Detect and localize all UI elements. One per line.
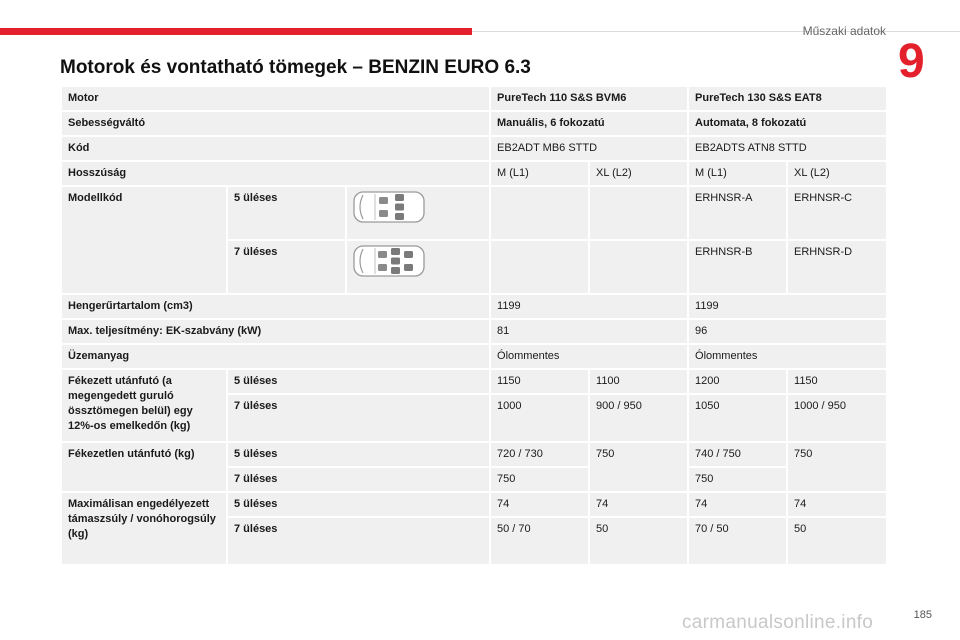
cell-value: 50 [787, 517, 887, 565]
cell-value: 50 / 70 [490, 517, 589, 565]
cell-value: 1100 [589, 369, 688, 394]
cell-value [589, 240, 688, 294]
cell-value: M (L1) [490, 161, 589, 186]
cell-value: 740 / 750 [688, 442, 787, 467]
page-number: 185 [913, 609, 932, 621]
cell-value: 750 [589, 442, 688, 492]
table-row-braked-5 [61, 369, 887, 394]
row-label: Kód [61, 136, 490, 161]
table-row-unbraked-5 [61, 442, 887, 467]
cell-value: EB2ADT MB6 STTD [490, 136, 688, 161]
cell-value: EB2ADTS ATN8 STTD [688, 136, 887, 161]
cell-value: Ólommentes [490, 344, 688, 369]
watermark-text: carmanualsonline.info [682, 612, 874, 633]
cell-value: 1200 [688, 369, 787, 394]
row-label: Fékezetlen utánfutó (kg) [61, 442, 227, 492]
cell-value: M (L1) [688, 161, 787, 186]
cell-value: ERHNSR-B [688, 240, 787, 294]
cell-value: Manuális, 6 fokozatú [490, 111, 688, 136]
page-title: Motorok és vontatható tömegek – BENZIN EURO 6.3 [60, 57, 531, 78]
row-label: Motor [61, 86, 490, 111]
header-rule [472, 31, 960, 32]
seat-label: 7 üléses [227, 517, 490, 565]
cell-value: 70 / 50 [688, 517, 787, 565]
cell-value: 1050 [688, 394, 787, 442]
van-5-seat-layout-icon [346, 186, 490, 240]
cell-value: 81 [490, 319, 688, 344]
row-label: Üzemanyag [61, 344, 490, 369]
cell-value [589, 186, 688, 240]
engine-spec-table [60, 85, 888, 566]
cell-value: 1199 [688, 294, 887, 319]
cell-value: XL (L2) [787, 161, 887, 186]
van-7-seat-layout-icon [346, 240, 490, 294]
cell-value: 750 [490, 467, 589, 492]
cell-value: 74 [589, 492, 688, 517]
cell-value: 1000 / 950 [787, 394, 887, 442]
cell-value: PureTech 110 S&S BVM6 [490, 86, 688, 111]
cell-value: Ólommentes [688, 344, 887, 369]
table-row-gearbox [61, 111, 887, 136]
cell-value: 96 [688, 319, 887, 344]
header-red-bar [0, 28, 472, 35]
row-label: Fékezett utánfutó (a megengedett guruló össztömegen belül) egy 12%-os emelkedőn (kg) [61, 369, 227, 442]
cell-value: 750 [688, 467, 787, 492]
table-row-nose-5 [61, 492, 887, 517]
cell-value: 74 [688, 492, 787, 517]
seat-label: 5 üléses [227, 492, 490, 517]
row-label: Maximálisan engedélyezett támaszsúly / vonóhorogsúly (kg) [61, 492, 227, 565]
table-row-model-code-5 [61, 186, 887, 240]
cell-value: 900 / 950 [589, 394, 688, 442]
table-row-length [61, 161, 887, 186]
table-row-fuel [61, 344, 887, 369]
chapter-number: 9 [898, 35, 925, 88]
seat-label: 5 üléses [227, 369, 490, 394]
seat-label: 5 üléses [227, 186, 346, 240]
cell-value: 1150 [490, 369, 589, 394]
row-label: Modellkód [61, 186, 227, 294]
cell-value: 1199 [490, 294, 688, 319]
table-row-displacement [61, 294, 887, 319]
seat-label: 7 üléses [227, 394, 490, 442]
cell-value: 74 [787, 492, 887, 517]
section-label: Műszaki adatok [802, 24, 886, 38]
table-row-motor [61, 86, 887, 111]
seat-label: 7 üléses [227, 240, 346, 294]
cell-value: 750 [787, 442, 887, 492]
cell-value: XL (L2) [589, 161, 688, 186]
cell-value: 1150 [787, 369, 887, 394]
cell-value: ERHNSR-C [787, 186, 887, 240]
row-label: Max. teljesítmény: EK-szabvány (kW) [61, 319, 490, 344]
seat-label: 5 üléses [227, 442, 490, 467]
row-label: Hengerűrtartalom (cm3) [61, 294, 490, 319]
cell-value: Automata, 8 fokozatú [688, 111, 887, 136]
seat-label: 7 üléses [227, 467, 490, 492]
cell-value: 1000 [490, 394, 589, 442]
cell-value [490, 186, 589, 240]
cell-value: PureTech 130 S&S EAT8 [688, 86, 887, 111]
table-row-power [61, 319, 887, 344]
cell-value: 50 [589, 517, 688, 565]
cell-value [490, 240, 589, 294]
row-label: Sebességváltó [61, 111, 490, 136]
cell-value: ERHNSR-D [787, 240, 887, 294]
cell-value: ERHNSR-A [688, 186, 787, 240]
row-label: Hosszúság [61, 161, 490, 186]
cell-value: 74 [490, 492, 589, 517]
table-row-code [61, 136, 887, 161]
cell-value: 720 / 730 [490, 442, 589, 467]
